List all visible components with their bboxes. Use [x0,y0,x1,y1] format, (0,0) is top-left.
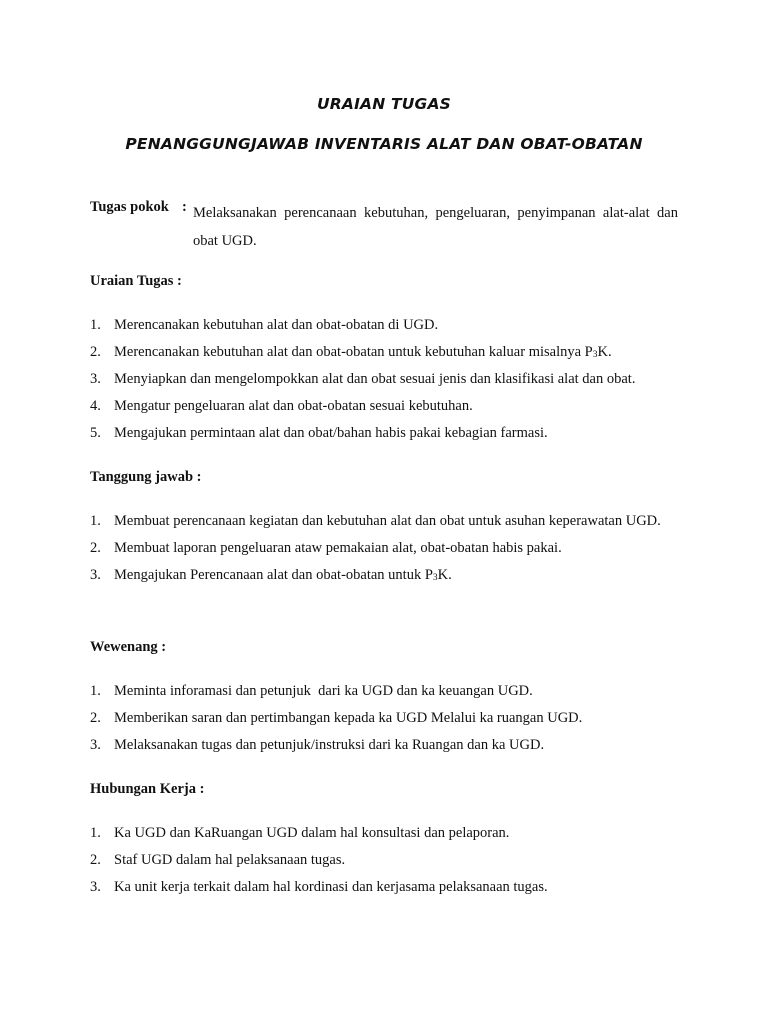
list-item [90,420,678,447]
list-number: 2. [90,710,101,726]
tugas-pokok-label: Tugas pokok [90,199,169,215]
list-text: Menyiapkan dan mengelompokkan alat dan obat sesuai jenis dan klasifikasi alat dan obat. [114,371,636,387]
list-text-main: Merencanakan kebutuhan alat dan obat-obatan untuk kebutuhan kaluar misalnya P [114,344,593,360]
list-tanggung-jawab [90,508,678,589]
list-text: Membuat laporan pengeluaran ataw pemakaian alat, obat-obatan habis pakai. [114,540,562,556]
list-text: Meminta inforamasi dan petunjuk dari ka UGD dan ka keuangan UGD. [114,683,533,699]
list-item [90,678,678,705]
list-text: Staf UGD dalam hal pelaksanaan tugas. [114,852,346,868]
list-number: 1. [90,825,101,841]
list-item [90,705,678,732]
list-uraian-tugas [90,312,678,447]
list-item [90,562,678,589]
list-number: 1. [90,683,101,699]
tugas-pokok-text: Melaksanakan perencanaan kebutuhan, pengeluaran, penyimpanan alat-alat dan obat UGD. [193,205,678,249]
list-number: 1. [90,513,101,529]
list-text: Ka UGD dan KaRuangan UGD dalam hal konsultasi dan pelaporan. [114,825,510,841]
list-wewenang [90,678,678,759]
section-heading-tanggung-jawab: Tanggung jawab : [90,469,202,485]
list-item [90,508,678,535]
list-number: 2. [90,540,101,556]
list-number: 3. [90,879,101,895]
list-item [90,393,678,420]
list-item [90,312,678,339]
list-item [90,535,678,562]
list-hubungan-kerja [90,820,678,901]
list-item [90,847,678,874]
list-number: 5. [90,425,101,441]
list-number: 1. [90,317,101,333]
list-text: Memberikan saran dan pertimbangan kepada ka UGD Melalui ka ruangan UGD. [114,710,583,726]
list-number: 3. [90,737,101,753]
list-number: 2. [90,852,101,868]
list-number: 4. [90,398,101,414]
list-text-subscript: 3 [592,350,598,360]
list-text [114,344,612,360]
section-heading-uraian-tugas: Uraian Tugas : [90,273,182,289]
list-text: Ka unit kerja terkait dalam hal kordinasi dan kerjasama pelaksanaan tugas. [114,879,548,895]
list-text: Membuat perencanaan kegiatan dan kebutuhan alat dan obat untuk asuhan keperawatan UGD. [114,513,661,529]
section-heading-hubungan-kerja: Hubungan Kerja : [90,781,205,797]
list-text-subscript: 3 [432,573,438,583]
list-number: 2. [90,344,101,360]
list-text: Merencanakan kebutuhan alat dan obat-obatan di UGD. [114,317,439,333]
list-number: 3. [90,567,101,583]
list-item [90,874,678,901]
list-text: Mengajukan permintaan alat dan obat/bahan habis pakai kebagian farmasi. [114,425,548,441]
list-text-main: Mengajukan Perencanaan alat dan obat-obatan untuk P [114,567,433,583]
list-text-after: K. [437,567,452,583]
list-item [90,820,678,847]
tugas-pokok-colon: : [182,199,187,215]
list-text: Mengatur pengeluaran alat dan obat-obatan sesuai kebutuhan. [114,398,473,414]
document-subtitle: PENANGGUNGJAWAB INVENTARIS ALAT DAN OBAT-OBATAN [125,135,643,153]
document-title: URAIAN TUGAS [316,95,452,113]
list-text [114,567,452,583]
list-text-after: K. [597,344,612,360]
list-item [90,366,678,393]
section-heading-wewenang: Wewenang : [90,639,167,655]
list-item [90,732,678,759]
list-number: 3. [90,371,101,387]
list-item [90,339,678,366]
list-text: Melaksanakan tugas dan petunjuk/instruksi dari ka Ruangan dan ka UGD. [114,737,545,753]
